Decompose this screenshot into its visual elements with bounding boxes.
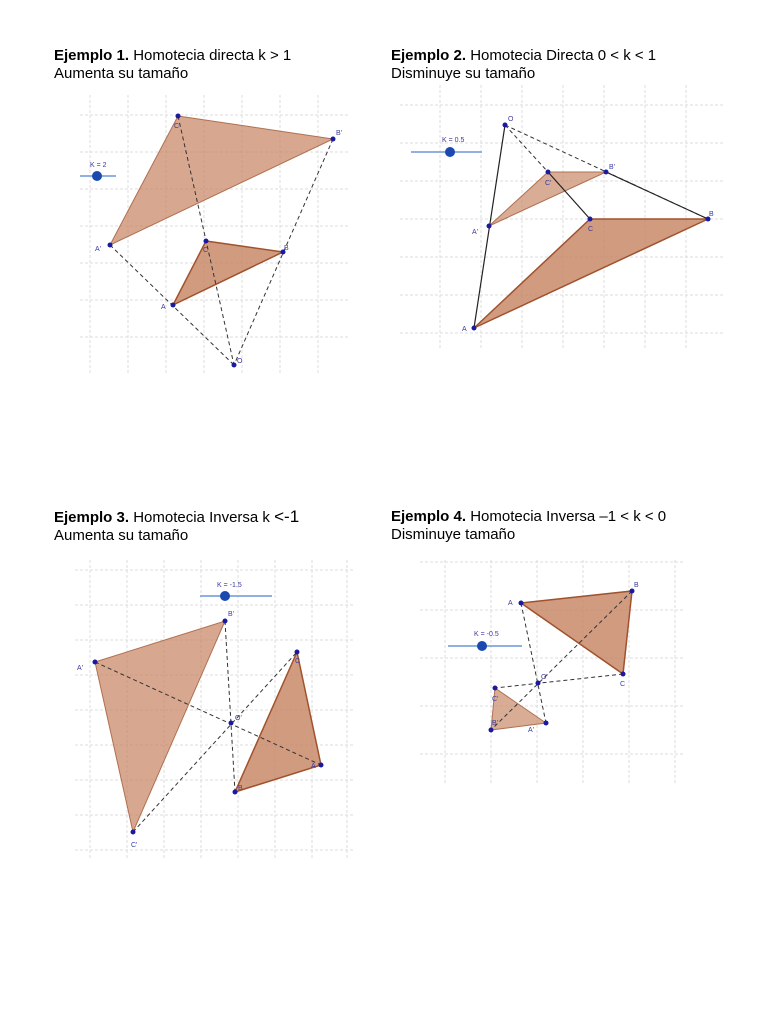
example-title: Homotecia Directa 0 bbox=[470, 47, 607, 64]
example-2-heading bbox=[391, 47, 656, 83]
example-label: Ejemplo 4. bbox=[391, 508, 467, 525]
example-2-figure bbox=[400, 85, 730, 355]
point-label: A bbox=[311, 763, 316, 770]
example-relation: <-1 bbox=[274, 507, 300, 526]
example-4-figure bbox=[420, 560, 690, 790]
point-label: B' bbox=[609, 164, 616, 171]
k-slider[interactable] bbox=[80, 162, 116, 181]
point-label: A bbox=[462, 326, 467, 333]
point-label: O' bbox=[541, 674, 548, 681]
point-label: B bbox=[709, 211, 714, 218]
triangle-original bbox=[235, 652, 321, 792]
example-subtitle: Aumenta su tamaño bbox=[54, 65, 189, 82]
slider-label: K = 0.5 bbox=[442, 137, 465, 144]
triangle-original bbox=[173, 241, 283, 305]
example-title: Homotecia directa k bbox=[133, 47, 266, 64]
example-1-figure bbox=[70, 95, 360, 380]
point-label: B' bbox=[336, 130, 343, 137]
point-label: B bbox=[238, 785, 243, 792]
example-relation: > 1 bbox=[269, 47, 292, 64]
point-label: C bbox=[620, 681, 626, 688]
point-label: A' bbox=[77, 665, 84, 672]
point-label: A bbox=[508, 600, 513, 607]
point-label: C' bbox=[131, 842, 138, 849]
point-label: O bbox=[508, 116, 514, 123]
example-label: Ejemplo 3. bbox=[54, 509, 130, 526]
grid bbox=[400, 85, 725, 350]
point-label: C bbox=[588, 226, 594, 233]
example-3-heading bbox=[54, 508, 299, 545]
point-label: C bbox=[203, 247, 209, 254]
example-relation: < k < 1 bbox=[610, 47, 657, 64]
example-subtitle: Disminuye su tamaño bbox=[391, 65, 536, 82]
slider-label: K = 2 bbox=[90, 162, 107, 169]
triangle-original bbox=[474, 219, 708, 328]
point-label: O bbox=[237, 358, 243, 365]
slider-label: K = -1.5 bbox=[217, 582, 242, 589]
triangle-original bbox=[521, 591, 632, 674]
example-subtitle: Disminuye tamaño bbox=[391, 526, 516, 543]
example-title: Homotecia Inversa –1 bbox=[470, 508, 617, 525]
example-label: Ejemplo 1. bbox=[54, 47, 130, 64]
point-label: B' bbox=[492, 720, 499, 727]
point-label: C' bbox=[174, 123, 181, 130]
slider-handle[interactable] bbox=[477, 641, 487, 651]
triangle-image bbox=[491, 688, 546, 730]
point-label: B bbox=[284, 245, 289, 252]
example-1-heading bbox=[54, 47, 291, 83]
k-slider[interactable] bbox=[448, 631, 522, 651]
k-slider[interactable] bbox=[200, 582, 272, 601]
example-3-figure bbox=[75, 560, 360, 865]
point-label: A bbox=[161, 304, 166, 311]
example-relation: < k < 0 bbox=[620, 508, 667, 525]
point-label: C' bbox=[545, 180, 552, 187]
slider-handle[interactable] bbox=[220, 591, 230, 601]
slider-handle[interactable] bbox=[92, 171, 102, 181]
slider-label: K = -0.5 bbox=[474, 631, 499, 638]
point-label: C' bbox=[492, 696, 499, 703]
point-label: A' bbox=[95, 246, 102, 253]
example-label: Ejemplo 2. bbox=[391, 47, 467, 64]
point-label: A' bbox=[528, 727, 535, 734]
point-label: C bbox=[295, 658, 301, 665]
example-title: Homotecia Inversa k bbox=[133, 509, 270, 526]
point-label: O' bbox=[235, 715, 242, 722]
example-4-heading bbox=[391, 508, 666, 544]
example-subtitle: Aumenta su tamaño bbox=[54, 527, 189, 544]
point-label: B bbox=[634, 582, 639, 589]
k-slider[interactable] bbox=[411, 137, 482, 157]
grid bbox=[420, 560, 685, 785]
point-label: A' bbox=[472, 229, 479, 236]
slider-handle[interactable] bbox=[445, 147, 455, 157]
point-label: B' bbox=[228, 611, 235, 618]
triangle-image bbox=[95, 621, 225, 832]
